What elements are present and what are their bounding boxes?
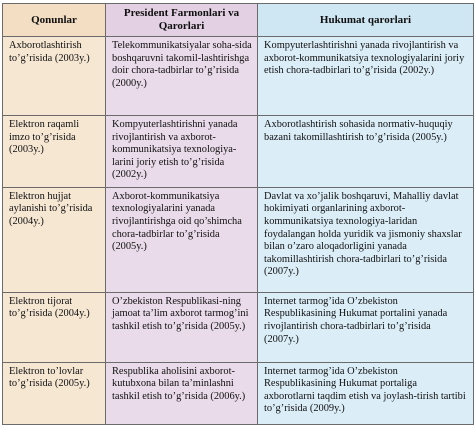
table-row xyxy=(3,362,474,424)
header-resolutions: Hukumat qarorlari xyxy=(258,4,474,37)
decree-cell: Axborot-kommunikatsiya texnologiyalarini yanada rivojlantirishga oid qo’shimcha chora-tadbirlar to’g’risida (2005y.) xyxy=(106,187,258,292)
law-cell: Elektron to’lovlar to’g’risida (2005y.) xyxy=(3,362,106,424)
resolution-cell: Kompyuterlashtirishni yanada rivojlantirish va axborot-kommunikatsiya texnologiyalarini joriy etish chora-tadbirlari to’g’risida (2002y.) xyxy=(258,37,474,116)
resolution-cell: Axborotlashtirish sohasida normativ-huquqiy bazani takomillashtirish to’g’risida (2005y.) xyxy=(258,116,474,188)
table-header-row xyxy=(3,4,474,37)
resolution-cell: Internet tarmog’ida O’zbekiston Respublikasining Hukumat portalini yanada rivojlantirish chora-tadbirlari to’g’risida (2007y.) xyxy=(258,292,474,362)
table-row xyxy=(3,292,474,362)
decree-cell: Respublika aholisini axborot-kutubxona bilan ta’minlashni tashkil etish to’g’risida (2006y.) xyxy=(106,362,258,424)
decree-cell: O’zbekiston Respublikasi-ning jamoat ta’lim axborot tarmog’ini tashkil etish to’g’risida (2005y.) xyxy=(106,292,258,362)
law-cell: Elektron tijorat to’g’risida (2004y.) xyxy=(3,292,106,362)
header-laws: Qonunlar xyxy=(3,4,106,37)
table-row xyxy=(3,116,474,188)
decree-cell: Kompyuterlashtirishni yanada rivojlantirish va axborot-kommunikatsiya texnologiya-larini joriy etish to’g’risida (2002y.) xyxy=(106,116,258,188)
laws-table xyxy=(2,3,474,425)
resolution-cell: Davlat va xo’jalik boshqaruvi, Mahalliy davlat hokimiyati organlarining axborot-kommunikatsiya texnologiya-laridan foydalangan holda yuridik va jismoniy shaxslar bilan o’zaro aloqadorligini yanada takomillashtirish chora-tadbirlari to’g’risida (2007y.) xyxy=(258,187,474,292)
law-cell: Axborotlashtirish to’g’risida (2003y.) xyxy=(3,37,106,116)
table-row xyxy=(3,37,474,116)
law-cell: Elektron raqamli imzo to’g’risida (2003y.) xyxy=(3,116,106,188)
law-cell: Elektron hujjat aylanishi to’g’risida (2004y.) xyxy=(3,187,106,292)
table-row xyxy=(3,187,474,292)
header-decrees: President Farmonlari va Qarorlari xyxy=(106,4,258,37)
decree-cell: Telekommunikatsiyalar soha-sida boshqaruvni takomil-lashtirishga doir chora-tadbirlar to’g’risida (2000y.) xyxy=(106,37,258,116)
resolution-cell: Internet tarmog’ida O’zbekiston Respublikasining Hukumat portaliga axborotlarni taqdim etish va joylash-tirish tartibi to’g’risida (2009y.) xyxy=(258,362,474,424)
